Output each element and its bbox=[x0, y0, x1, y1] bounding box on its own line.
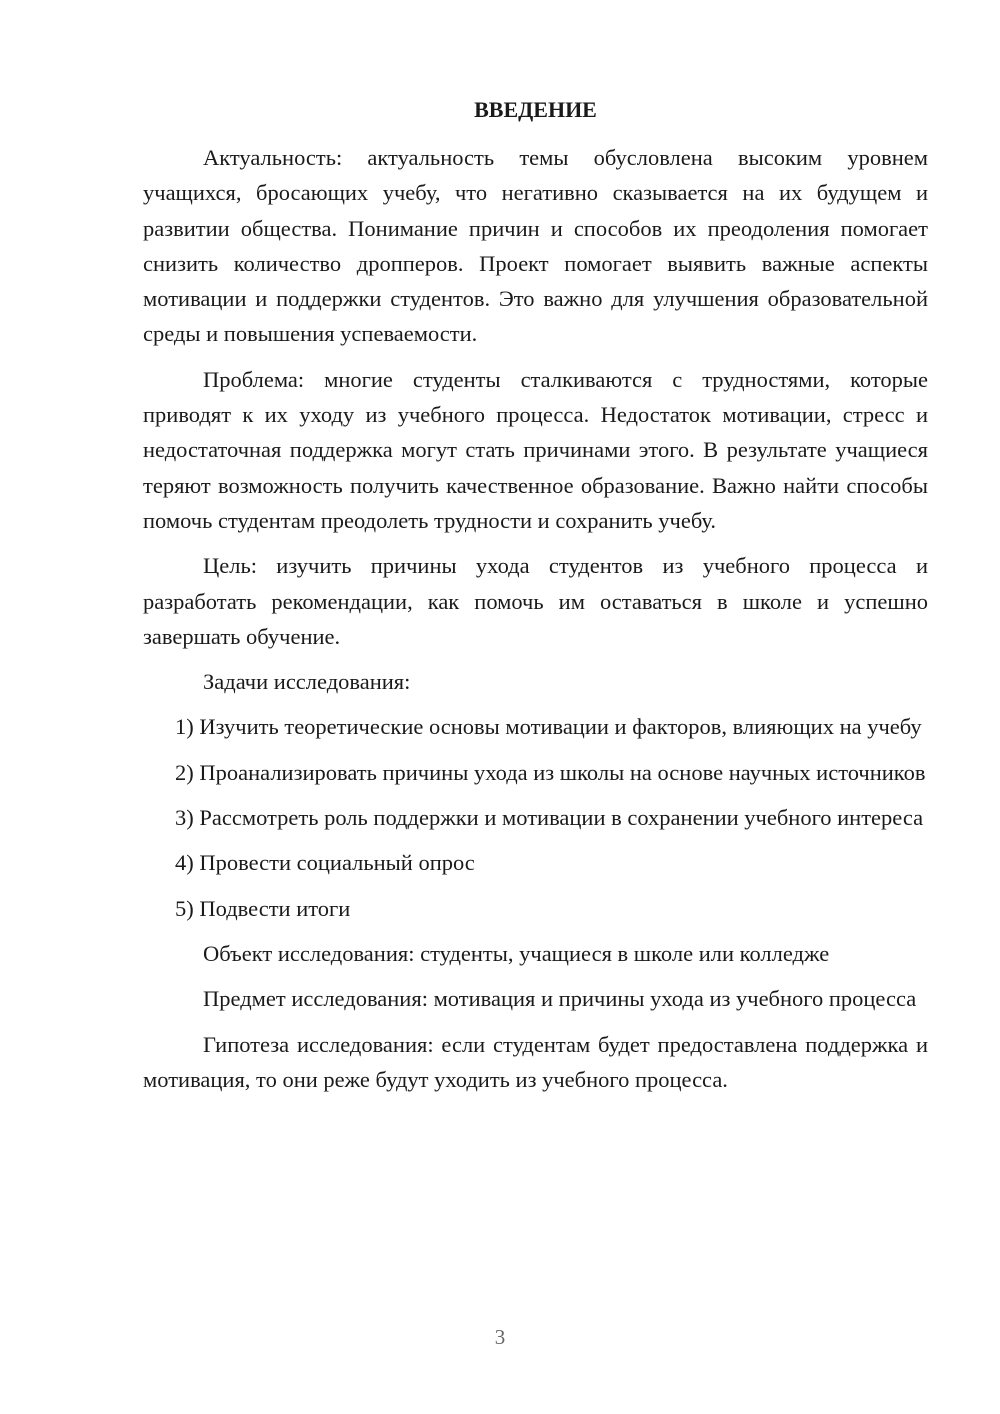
problem-paragraph: Проблема: многие студенты сталкиваются с трудностями, которые приводят к их уходу из учебного процесса. Недостаток мотивации, стресс и недостаточная поддержка могут стать причинами этого. В результате учащиеся теряют возможность получить качественное образование. Важно найти способы помочь студентам преодолеть трудности и сохранить учебу. bbox=[143, 366, 928, 533]
subject-paragraph: Предмет исследования: мотивация и причины ухода из учебного процесса bbox=[203, 986, 917, 1012]
document-page bbox=[143, 92, 928, 1107]
task-item-4: 4) Провести социальный опрос bbox=[175, 850, 475, 876]
goal-paragraph: Цель: изучить причины ухода студентов из учебного процесса и разработать рекомендации, как помочь им оставаться в школе и успешно завершать обучение. bbox=[143, 553, 928, 649]
section-title: ВВЕДЕНИЕ bbox=[474, 97, 597, 122]
task-item-3: 3) Рассмотреть роль поддержки и мотивации в сохранении учебного интереса bbox=[175, 805, 924, 831]
tasks-heading: Задачи исследования: bbox=[203, 669, 411, 695]
page-number: 3 bbox=[494, 1325, 506, 1349]
relevance-paragraph: Актуальность: актуальность темы обусловлена высоким уровнем учащихся, бросающих учебу, что негативно сказывается на их будущем и развитии общества. Понимание причин и способов их преодоления помогает снизить количество дропперов. Проект помогает выявить важные аспекты мотивации и поддержки студентов. Это важно для улучшения образовательной среды и повышения успеваемости. bbox=[143, 145, 928, 347]
task-item-1: 1) Изучить теоретические основы мотивации и факторов, влияющих на учебу bbox=[175, 714, 922, 740]
object-paragraph: Объект исследования: студенты, учащиеся в школе или колледже bbox=[203, 940, 830, 966]
task-item-2: 2) Проанализировать причины ухода из школы на основе научных источников bbox=[175, 759, 926, 785]
hypothesis-paragraph: Гипотеза исследования: если студентам будет предоставлена поддержка и мотивация, то они реже будут уходить из учебного процесса. bbox=[143, 1031, 928, 1092]
task-item-5: 5) Подвести итоги bbox=[175, 895, 351, 921]
